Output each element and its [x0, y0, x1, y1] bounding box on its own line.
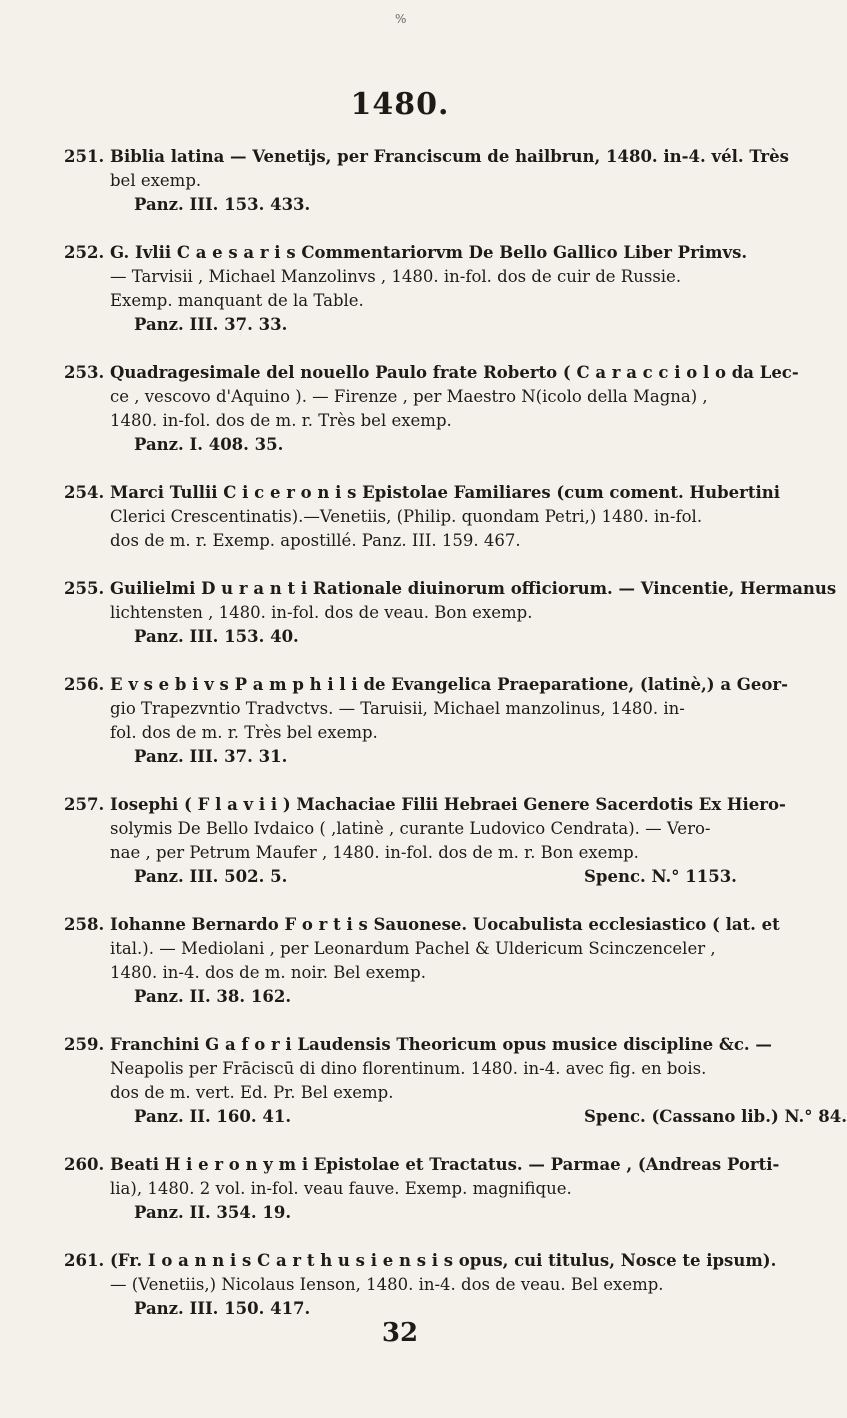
entry-text-line: G. Ivlii C a e s a r i s Commentariorvm De Bello Gallico Liber Primvs. — [110, 243, 748, 262]
entry-number: 255. — [64, 579, 105, 598]
entry-text-line: Franchini G a f o r i Laudensis Theoricum opus musice discipline &c. — — [110, 1035, 772, 1054]
entry-number: 257. — [64, 795, 105, 814]
entry-number: 259. — [64, 1035, 105, 1054]
catalog-entry — [64, 361, 799, 457]
entry-reference — [110, 865, 764, 889]
entry-number: 261. — [64, 1251, 105, 1270]
spencer-reference: Spenc. (Cassano lib.) N.° 84. — [584, 1107, 847, 1126]
catalog-entry — [64, 1033, 847, 1129]
panzer-reference: Panz. II. 160. 41. — [134, 1107, 292, 1126]
entry-reference — [110, 745, 764, 769]
entry-text-line: Clerici Crescentinatis).—Venetiis, (Philip. quondam Petri,) 1480. in-fol. — [110, 507, 703, 526]
entry-text-line: Iosephi ( F l a v i i ) Machaciae Filii Hebraei Genere Sacerdotis Ex Hiero- — [110, 795, 786, 814]
entry-text-line: dos de m. r. Exemp. apostillé. Panz. III. 159. 467. — [110, 531, 521, 550]
entry-number: 256. — [64, 675, 105, 694]
entry-number: 252. — [64, 243, 105, 262]
entry-text-line: 1480. in-4. dos de m. noir. Bel exemp. — [110, 963, 426, 982]
entry-text-line: ce , vescovo d'Aquino ). — Firenze , per Maestro N(icolo della Magna) , — [110, 387, 708, 406]
panzer-reference: Panz. III. 153. 40. — [134, 627, 299, 646]
entry-text-line: solymis De Bello Ivdaico ( ,latinè , curante Ludovico Cendrata). — Vero- — [110, 819, 711, 838]
catalog-entry — [64, 577, 837, 649]
entry-text-line: Biblia latina — Venetijs, per Franciscum de hailbrun, 1480. in-4. vél. Très — [110, 147, 789, 166]
catalog-entry — [64, 1153, 780, 1225]
catalog-entry — [64, 913, 780, 1009]
page-number: 32 — [381, 1318, 419, 1348]
entry-reference — [110, 625, 764, 649]
entry-number: 260. — [64, 1155, 105, 1174]
entry-text-line: Guilielmi D u r a n t i Rationale diuinorum officiorum. — Vincentie, Hermanus — [110, 579, 837, 598]
entry-reference — [110, 1105, 847, 1129]
entry-number: 258. — [64, 915, 105, 934]
entry-text-line: Marci Tullii C i c e r o n i s Epistolae Familiares (cum coment. Hubertini — [110, 483, 780, 502]
entry-text-line: nae , per Petrum Maufer , 1480. in-fol. dos de m. r. Bon exemp. — [110, 843, 639, 862]
entry-text-line: Beati H i e r o n y m i Epistolae et Tractatus. — Parmae , (Andreas Porti- — [110, 1155, 780, 1174]
catalog-entry — [64, 793, 786, 889]
panzer-reference: Panz. I. 408. 35. — [134, 435, 284, 454]
panzer-reference: Panz. III. 150. 417. — [134, 1299, 311, 1318]
entry-text-line: — Tarvisii , Michael Manzolinvs , 1480. in-fol. dos de cuir de Russie. — [110, 267, 682, 286]
entry-number: 251. — [64, 147, 105, 166]
entry-text-line: 1480. in-fol. dos de m. r. Très bel exemp. — [110, 411, 452, 430]
entry-list — [64, 145, 847, 1345]
panzer-reference: Panz. III. 502. 5. — [134, 867, 288, 886]
panzer-reference: Panz. III. 153. 433. — [134, 195, 311, 214]
entry-number: 253. — [64, 363, 105, 382]
catalog-entry — [64, 145, 789, 217]
entry-text-line: gio Trapezvntio Tradvctvs. — Taruisii, Michael manzolinus, 1480. in- — [110, 699, 685, 718]
catalog-entry — [64, 1249, 777, 1321]
entry-reference — [110, 985, 764, 1009]
entry-reference — [110, 313, 764, 337]
entry-text-line: — (Venetiis,) Nicolaus Ienson, 1480. in-4. dos de veau. Bel exemp. — [110, 1275, 664, 1294]
entry-text-line: lichtensten , 1480. in-fol. dos de veau. Bon exemp. — [110, 603, 533, 622]
panzer-reference: Panz. II. 354. 19. — [134, 1203, 292, 1222]
entry-text-line: ital.). — Mediolani , per Leonardum Pachel & Uldericum Scinczenceler , — [110, 939, 716, 958]
entry-text-line: Neapolis per Frāciscū di dino florentinum. 1480. in-4. avec fig. en bois. — [110, 1059, 707, 1078]
entry-text-line: Exemp. manquant de la Table. — [110, 291, 364, 310]
entry-text-line: dos de m. vert. Ed. Pr. Bel exemp. — [110, 1083, 394, 1102]
entry-reference — [110, 193, 764, 217]
entry-reference — [110, 433, 764, 457]
panzer-reference: Panz. II. 38. 162. — [134, 987, 292, 1006]
spencer-reference: Spenc. N.° 1153. — [584, 867, 737, 886]
catalog-entry — [64, 481, 780, 553]
entry-text-line: E v s e b i v s P a m p h i l i de Evangelica Praeparatione, (latinè,) a Geor- — [110, 675, 788, 694]
entry-text-line: (Fr. I o a n n i s C a r t h u s i e n s i s opus, cui titulus, Nosce te ipsum). — [110, 1251, 777, 1270]
catalog-entry — [64, 673, 788, 769]
corner-mark: % — [395, 12, 407, 26]
panzer-reference: Panz. III. 37. 31. — [134, 747, 288, 766]
catalog-entry — [64, 241, 764, 337]
entry-text-line: bel exemp. — [110, 171, 202, 190]
entry-text-line: lia), 1480. 2 vol. in-fol. veau fauve. Exemp. magnifique. — [110, 1179, 572, 1198]
entry-reference — [110, 1201, 764, 1225]
entry-text-line: Iohanne Bernardo F o r t i s Sauonese. Uocabulista ecclesiastico ( lat. et — [110, 915, 780, 934]
entry-text-line: fol. dos de m. r. Très bel exemp. — [110, 723, 378, 742]
panzer-reference: Panz. III. 37. 33. — [134, 315, 288, 334]
entry-text-line: Quadragesimale del nouello Paulo frate Roberto ( C a r a c c i o l o da Lec- — [110, 363, 799, 382]
page-year-heading: 1480. — [350, 87, 450, 122]
entry-number: 254. — [64, 483, 105, 502]
